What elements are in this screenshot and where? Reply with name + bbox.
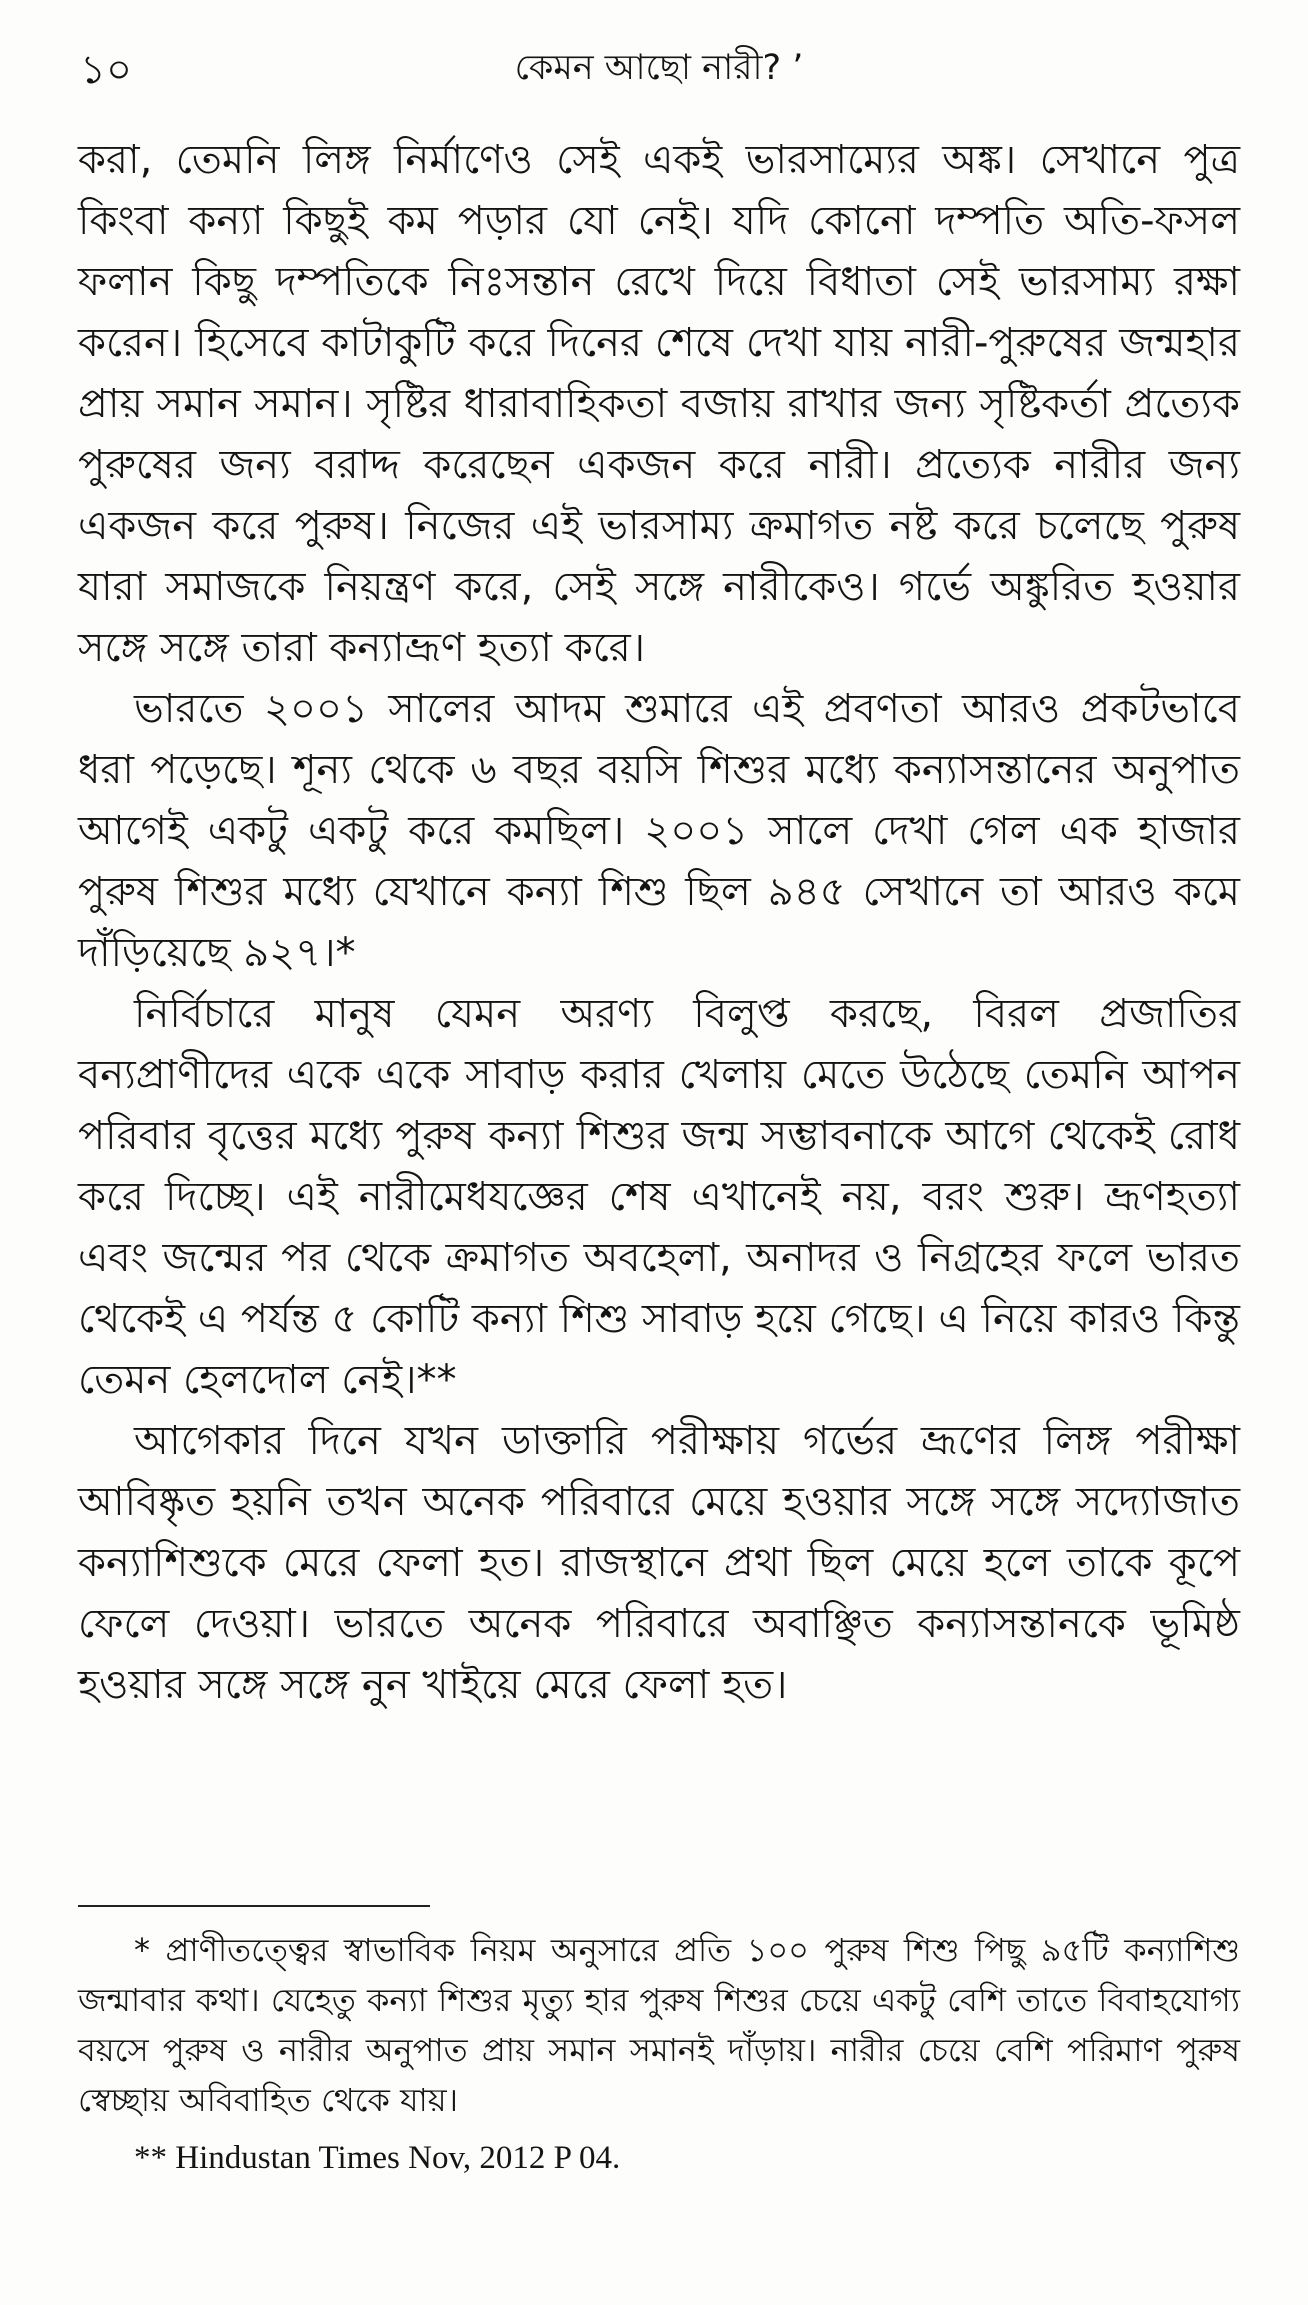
paragraph-2: ভারতে ২০০১ সালের আদম শুমারে এই প্রবণতা আরও প্রকটভাবে ধরা পড়েছে। শূন্য থেকে ৬ বছর বয়সি শিশুর মধ্যে কন্যাসন্তানের অনুপাত আগেই একটু একটু করে কমছিল। ২০০১ সালে দেখা গেল এক হাজার পুরুষ শিশুর মধ্যে যেখানে কন্যা শিশু ছিল ৯৪৫ সেখানে তা আরও কমে দাঁড়িয়েছে ৯২৭।*: [78, 686, 1240, 976]
running-title: কেমন আছো নারী? ’: [514, 48, 804, 88]
footnotes: [78, 1905, 1240, 2183]
footnote-2: ** Hindustan Times Nov, 2012 P 04.: [134, 2140, 621, 2176]
footnote-divider: [78, 1905, 430, 1907]
page-number: ১০: [80, 47, 132, 93]
paragraph-4: আগেকার দিনে যখন ডাক্তারি পরীক্ষায় গর্ভের ভ্রূণের লিঙ্গ পরীক্ষা আবিষ্কৃত হয়নি তখন অনেক পরিবারে মেয়ে হওয়ার সঙ্গে সঙ্গে সদ্যোজাত কন্যাশিশুকে মেরে ফেলা হত। রাজস্থানে প্রথা ছিল মেয়ে হলে তাকে কূপে ফেলে দেওয়া। ভারতে অনেক পরিবারে অবাঞ্ছিত কন্যাসন্তানকে ভূমিষ্ঠ হওয়ার সঙ্গে সঙ্গে নুন খাইয়ে মেরে ফেলা হত।: [78, 1418, 1240, 1708]
footnote-1: * প্রাণীতত্ত্বের স্বাভাবিক নিয়ম অনুসারে প্রতি ১০০ পুরুষ শিশু পিছু ৯৫টি কন্যাশিশু জন্মাবার কথা। যেহেতু কন্যা শিশুর মৃত্যু হার পুরুষ শিশুর চেয়ে একটু বেশি তাতে বিবাহযোগ্য বয়সে পুরুষ ও নারীর অনুপাত প্রায় সমান সমানই দাঁড়ায়। নারীর চেয়ে বেশি পরিমাণ পুরুষ স্বেচ্ছায় অবিবাহিত থেকে যায়।: [78, 1931, 1240, 2119]
body-text: [78, 130, 1240, 1716]
page-header: [78, 0, 1240, 130]
paragraph-3: নির্বিচারে মানুষ যেমন অরণ্য বিলুপ্ত করছে, বিরল প্রজাতির বন্যপ্রাণীদের একে একে সাবাড় করার খেলায় মেতে উঠেছে তেমনি আপন পরিবার বৃত্তের মধ্যে পুরুষ কন্যা শিশুর জন্ম সম্ভাবনাকে আগে থেকেই রোধ করে দিচ্ছে। এই নারীমেধযজ্ঞের শেষ এখানেই নয়, বরং শুরু। ভ্রূণহত্যা এবং জন্মের পর থেকে ক্রমাগত অবহেলা, অনাদর ও নিগ্রহের ফলে ভারত থেকেই এ পর্যন্ত ৫ কোটি কন্যা শিশু সাবাড় হয়ে গেছে। এ নিয়ে কারও কিন্তু তেমন হেলদোল নেই।**: [78, 991, 1240, 1403]
paragraph-1: করা, তেমনি লিঙ্গ নির্মাণেও সেই একই ভারসাম্যের অঙ্ক। সেখানে পুত্র কিংবা কন্যা কিছুই কম পড়ার যো নেই। যদি কোনো দম্পতি অতি-ফসল ফলান কিছু দম্পতিকে নিঃসন্তান রেখে দিয়ে বিধাতা সেই ভারসাম্য রক্ষা করেন। হিসেবে কাটাকুটি করে দিনের শেষে দেখা যায় নারী-পুরুষের জন্মহার প্রায় সমান সমান। সৃষ্টির ধারাবাহিকতা বজায় রাখার জন্য সৃষ্টিকর্তা প্রত্যেক পুরুষের জন্য বরাদ্দ করেছেন একজন করে নারী। প্রত্যেক নারীর জন্য একজন করে পুরুষ। নিজের এই ভারসাম্য ক্রমাগত নষ্ট করে চলেছে পুরুষ যারা সমাজকে নিয়ন্ত্রণ করে, সেই সঙ্গে নারীকেও। গর্ভে অঙ্কুরিত হওয়ার সঙ্গে সঙ্গে তারা কন্যাভ্রূণ হত্যা করে।: [78, 137, 1240, 671]
